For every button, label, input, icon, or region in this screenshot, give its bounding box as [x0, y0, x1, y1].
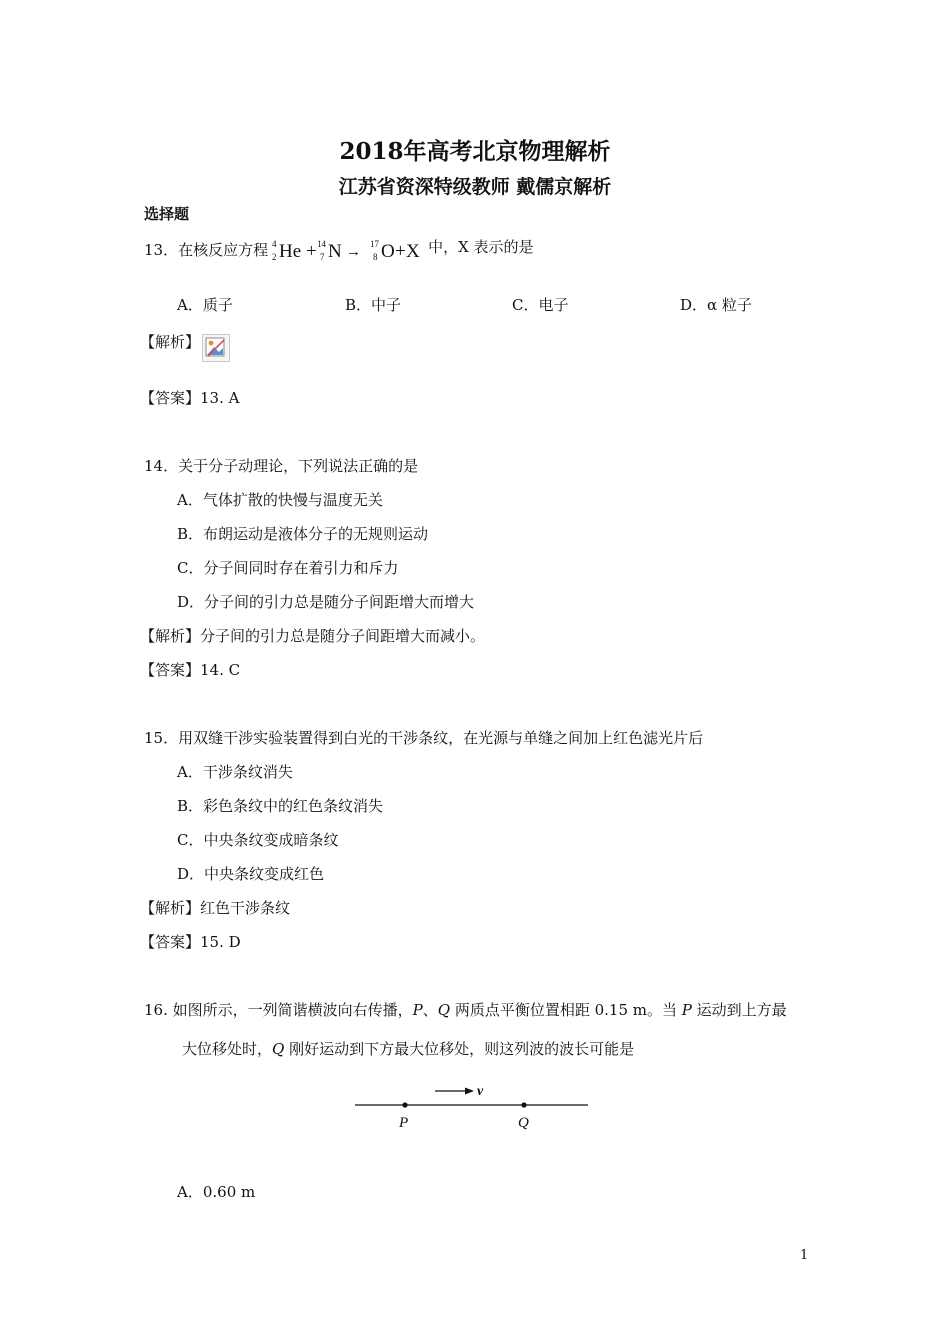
point-q-label: Q: [518, 1115, 529, 1131]
q15-option-c: C．中央条纹变成暗条纹: [177, 831, 339, 849]
he-mass-number: 4: [272, 239, 277, 249]
question-16-line-2: [182, 1038, 634, 1059]
q14-option-a: A．气体扩散的快慢与温度无关: [177, 491, 383, 509]
q13-suffix: 中，X 表示的是: [428, 238, 534, 256]
q15-answer: 【答案】15. D: [140, 933, 241, 951]
plus-sign-1: +: [306, 241, 317, 262]
q16-separator: 、: [422, 1001, 438, 1019]
q13-prefix: 13．在核反应方程: [144, 241, 269, 259]
o-atomic-number: 8: [373, 252, 378, 262]
he-symbol: He: [279, 241, 302, 262]
n-symbol: N: [328, 241, 342, 262]
reaction-arrow: →: [346, 244, 362, 260]
q13-option-b: B．中子: [345, 296, 402, 314]
q16-line2-part-a: 大位移处时，: [182, 1040, 273, 1058]
q15-analysis: 【解析】红色干涉条纹: [140, 899, 291, 917]
he-atomic-number: 2: [272, 252, 277, 262]
nuclear-equation: [268, 232, 428, 266]
question-16-line-1: [144, 999, 787, 1020]
section-heading: 选择题: [144, 205, 190, 223]
q16-line2-part-b: 刚好运动到下方最大位移处，则这列波的波长可能是: [284, 1040, 635, 1058]
q14-option-b: B．布朗运动是液体分子的无规则运动: [177, 525, 429, 543]
q14-answer: 【答案】14. C: [140, 661, 241, 679]
point-p-dot: [402, 1102, 407, 1107]
wave-diagram: [350, 1075, 595, 1140]
q13-option-c: C．电子: [512, 296, 569, 314]
q15-option-b: B．彩色条纹中的红色条纹消失: [177, 797, 384, 815]
o-symbol: O: [381, 241, 395, 262]
velocity-arrow-head: [465, 1088, 474, 1095]
velocity-label: v: [477, 1084, 484, 1099]
question-14-stem: 14．关于分子动理论，下列说法正确的是: [144, 457, 419, 475]
q15-option-d: D．中央条纹变成红色: [177, 865, 325, 883]
n-mass-number: 14: [317, 239, 327, 249]
q13-option-a: A．质子: [177, 296, 233, 314]
plus-sign-2: +: [395, 241, 406, 262]
q13-answer: 【答案】13. A: [140, 389, 240, 407]
q13-analysis: [140, 331, 230, 362]
q16-option-a: A．0.60 m: [177, 1183, 256, 1201]
q16-line1-part-a: 16. 如图所示，一列简谐横波向右传播，: [144, 1001, 413, 1019]
q16-line1-part-c: 运动到上方最: [691, 1001, 787, 1019]
q14-analysis: 【解析】分子间的引力总是随分子间距增大而减小。: [140, 627, 486, 645]
q13-option-d: D．α 粒子: [680, 296, 752, 314]
q16-point-q-2: Q: [272, 1040, 285, 1058]
point-p-label: P: [399, 1115, 409, 1131]
q16-point-q: Q: [437, 1001, 451, 1019]
question-13-stem: [144, 236, 534, 266]
point-q-dot: [521, 1102, 526, 1107]
question-15-stem: 15．用双缝干涉实验装置得到白光的干涉条纹，在光源与单缝之间加上红色滤光片后: [144, 729, 704, 747]
q14-option-d: D．分子间的引力总是随分子间距增大而增大: [177, 593, 475, 611]
o-mass-number: 17: [370, 239, 380, 249]
q13-analysis-label: 【解析】: [140, 333, 201, 351]
q15-option-a: A．干涉条纹消失: [177, 763, 293, 781]
broken-image-icon: [202, 334, 230, 362]
q16-point-p-2: P: [681, 1001, 692, 1019]
q16-line1-part-b: 两质点平衡位置相距 0.15 m。当: [450, 1001, 682, 1019]
page-subtitle: 江苏省资深特级教师 戴儒京解析: [338, 176, 612, 198]
q14-option-c: C．分子间同时存在着引力和斥力: [177, 559, 399, 577]
page-number: 1: [800, 1248, 809, 1263]
n-atomic-number: 7: [320, 252, 325, 262]
q16-point-p: P: [412, 1001, 423, 1019]
page-title: 2018年高考北京物理解析: [339, 138, 611, 165]
x-symbol: X: [406, 241, 420, 262]
